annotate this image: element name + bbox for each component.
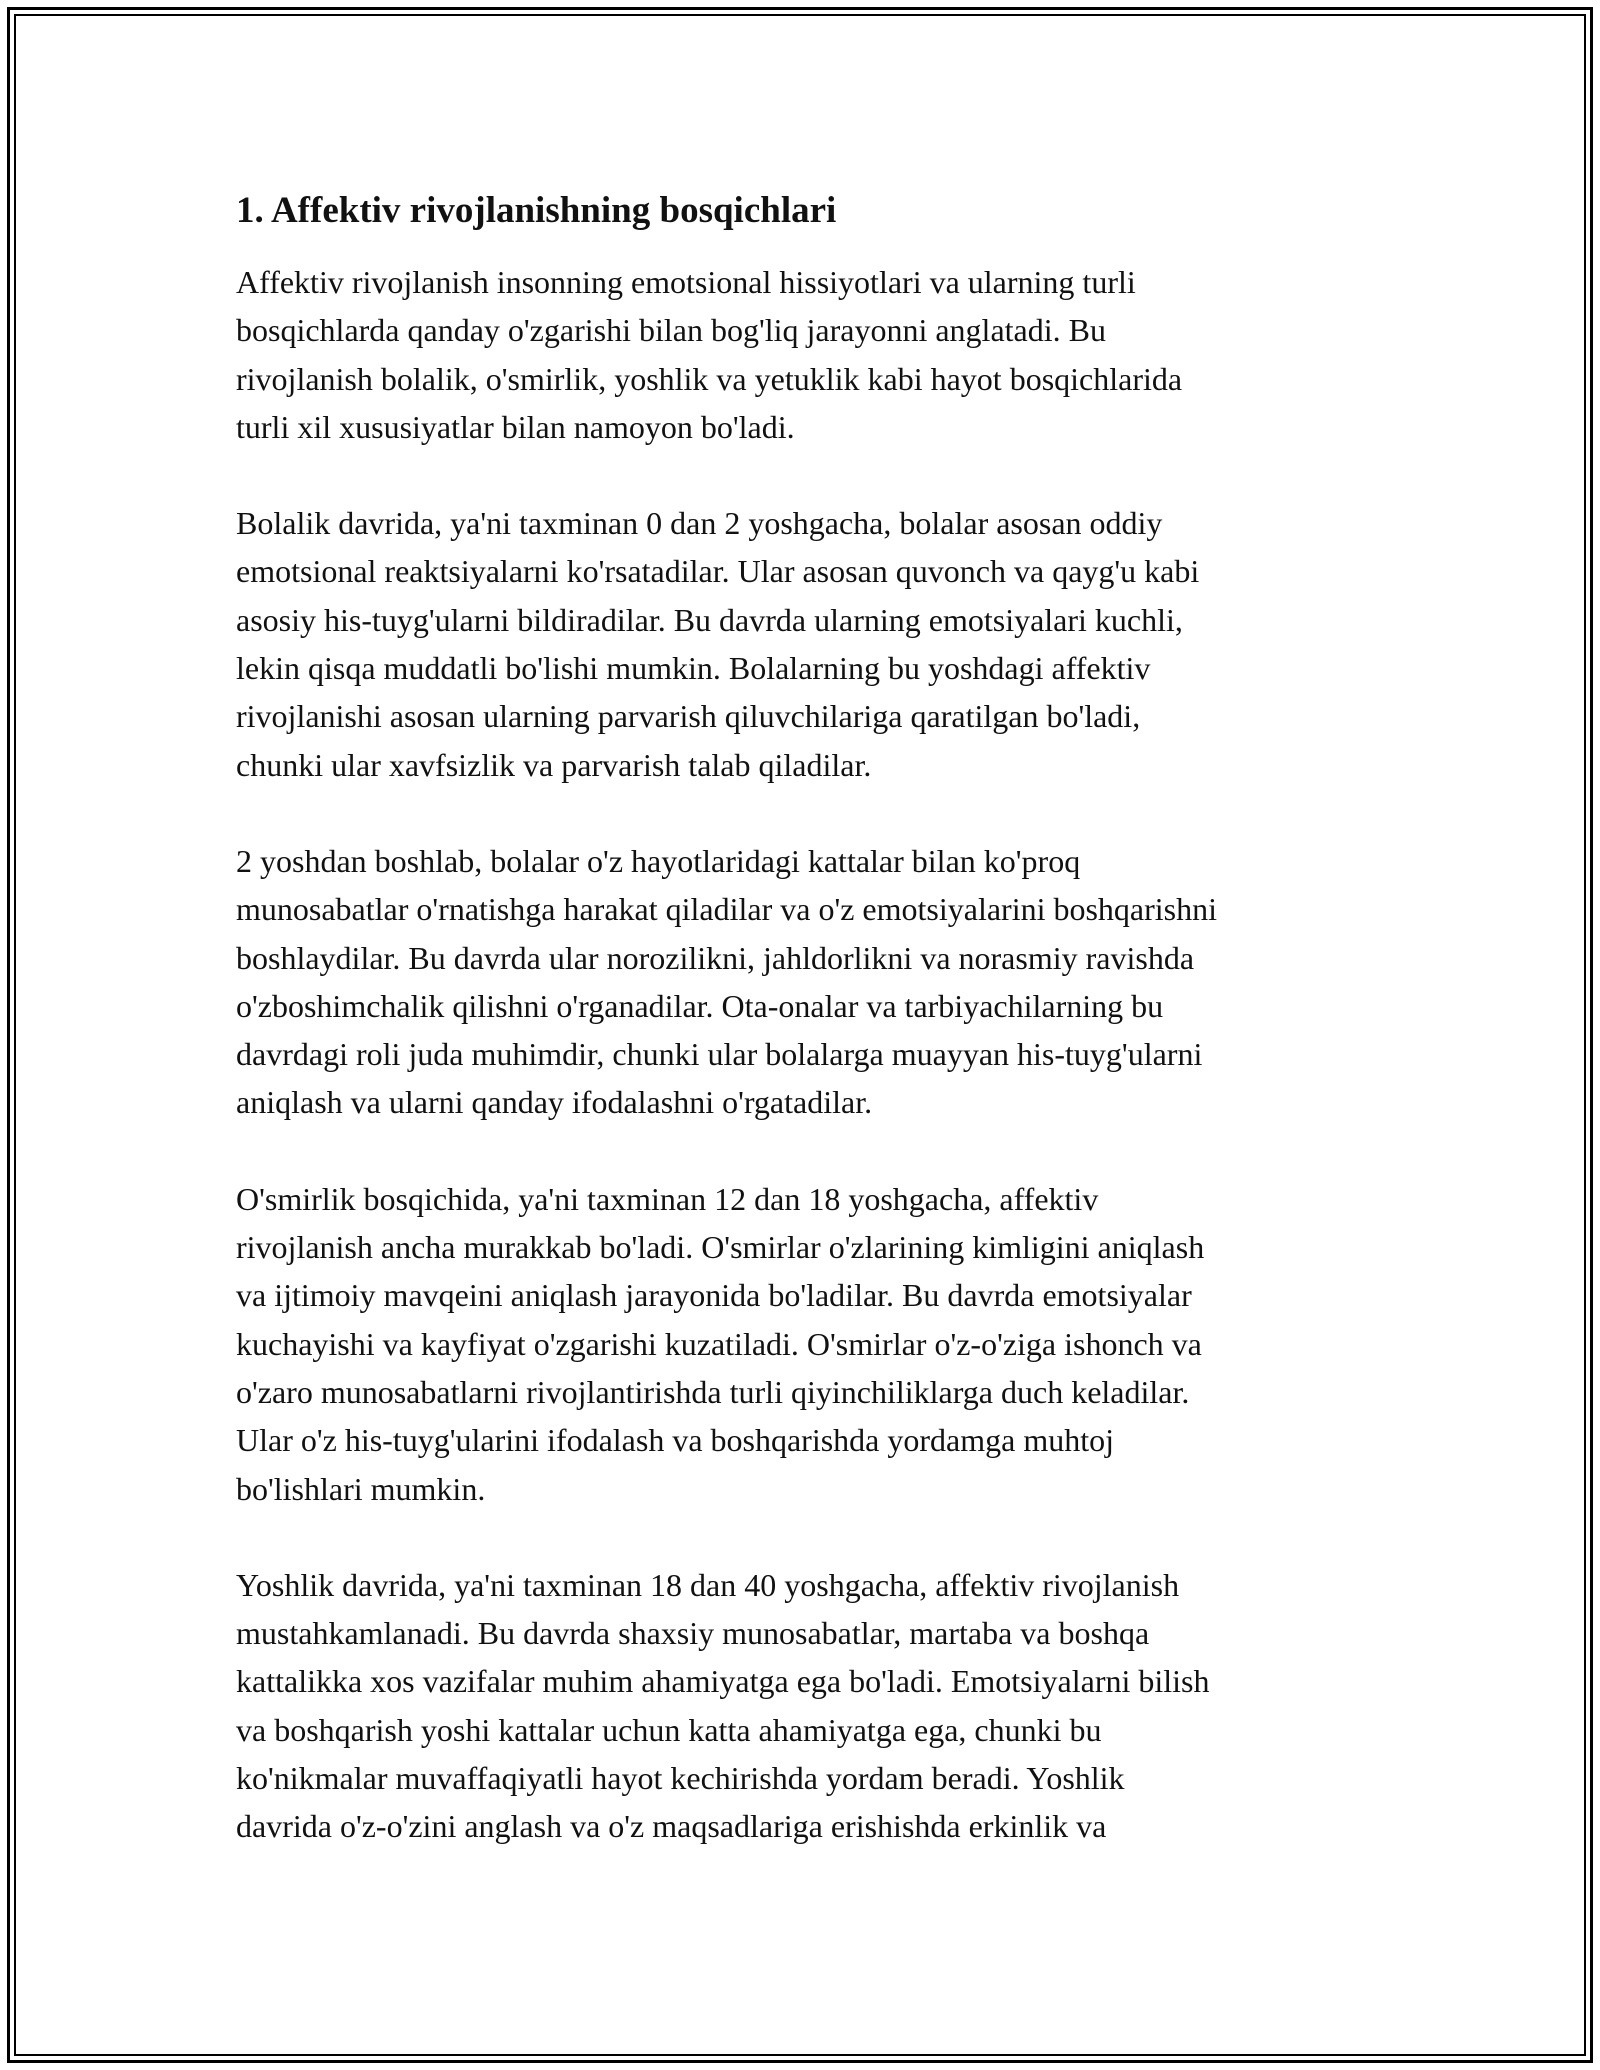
text-line: chunki ular xavfsizlik va parvarish talab qiladilar. — [236, 746, 872, 783]
text-line: ko'nikmalar muvaffaqiyatli hayot kechirishda yordam beradi. Yoshlik — [236, 1760, 1125, 1797]
text-line: va ijtimoiy mavqeini aniqlash jarayonida bo'ladilar. Bu davrda emotsiyalar — [236, 1277, 1192, 1314]
text-line: bosqichlarda qanday o'zgarishi bilan bog'liq jarayonni anglatadi. Bu — [236, 312, 1106, 349]
document-body — [236, 186, 1366, 1899]
text-line: rivojlanish bolalik, o'smirlik, yoshlik va yetuklik kabi hayot bosqichlarida — [236, 360, 1183, 397]
text-line: davrida o'z-o'zini anglash va o'z maqsadlariga erishishda erkinlik va — [236, 1808, 1107, 1845]
text-line: emotsional reaktsiyalarni ko'rsatadilar. Ular asosan quvonch va qayg'u kabi — [236, 553, 1200, 590]
text-line: O'smirlik bosqichida, ya'ni taxminan 12 dan 18 yoshgacha, affektiv — [236, 1180, 1099, 1217]
paragraph-early-childhood — [236, 837, 1366, 1127]
text-line: Ular o'z his-tuyg'ularini ifodalash va boshqarishda yordamga muhtoj — [236, 1422, 1114, 1459]
text-line: o'zaro munosabatlarni rivojlantirishda turli qiyinchiliklarga duch keladilar. — [236, 1373, 1190, 1410]
paragraph-infancy — [236, 499, 1366, 789]
text-line: boshlaydilar. Bu davrda ular norozilikni, jahldorlikni va norasmiy ravishda — [236, 939, 1195, 976]
text-line: turli xil xususiyatlar bilan namoyon bo'ladi. — [236, 408, 795, 445]
text-line: bo'lishlari mumkin. — [236, 1470, 486, 1507]
text-line: munosabatlar o'rnatishga harakat qiladilar va o'z emotsiyalarini boshqarishni — [236, 891, 1218, 928]
text-line: va boshqarish yoshi kattalar uchun katta ahamiyatga ega, chunki bu — [236, 1711, 1102, 1748]
text-line: davrdagi roli juda muhimdir, chunki ular bolalarga muayyan his-tuyg'ularni — [236, 1036, 1203, 1073]
text-line: 2 yoshdan boshlab, bolalar o'z hayotlaridagi kattalar bilan ko'proq — [236, 842, 1081, 879]
paragraph-young-adulthood — [236, 1561, 1366, 1851]
text-line: lekin qisqa muddatli bo'lishi mumkin. Bolalarning bu yoshdagi affektiv — [236, 650, 1151, 687]
text-line: aniqlash va ularni qanday ifodalashni o'rgatadilar. — [236, 1084, 873, 1121]
text-line: rivojlanish ancha murakkab bo'ladi. O'smirlar o'zlarining kimligini aniqlash — [236, 1229, 1205, 1266]
text-line: Bolalik davrida, ya'ni taxminan 0 dan 2 yoshgacha, bolalar asosan oddiy — [236, 505, 1163, 542]
text-line: mustahkamlanadi. Bu davrda shaxsiy munosabatlar, martaba va boshqa — [236, 1615, 1150, 1652]
text-line: o'zboshimchalik qilishni o'rganadilar. Ota-onalar va tarbiyachilarning bu — [236, 987, 1164, 1024]
text-line: Yoshlik davrida, ya'ni taxminan 18 dan 40 yoshgacha, affektiv rivojlanish — [236, 1566, 1180, 1603]
text-line: asosiy his-tuyg'ularni bildiradilar. Bu davrda ularning emotsiyalari kuchli, — [236, 601, 1183, 638]
paragraph-adolescence — [236, 1175, 1366, 1513]
text-line: kattalikka xos vazifalar muhim ahamiyatga ega bo'ladi. Emotsiyalarni bilish — [236, 1663, 1210, 1700]
text-line: Affektiv rivojlanish insonning emotsional hissiyotlari va ularning turli — [236, 264, 1136, 300]
paragraph-intro — [236, 258, 1366, 451]
section-heading: 1. Affektiv rivojlanishning bosqichlari — [236, 190, 837, 231]
text-line: rivojlanishi asosan ularning parvarish qiluvchilariga qaratilgan bo'ladi, — [236, 698, 1141, 735]
text-line: kuchayishi va kayfiyat o'zgarishi kuzatiladi. O'smirlar o'z-o'ziga ishonch va — [236, 1325, 1202, 1362]
